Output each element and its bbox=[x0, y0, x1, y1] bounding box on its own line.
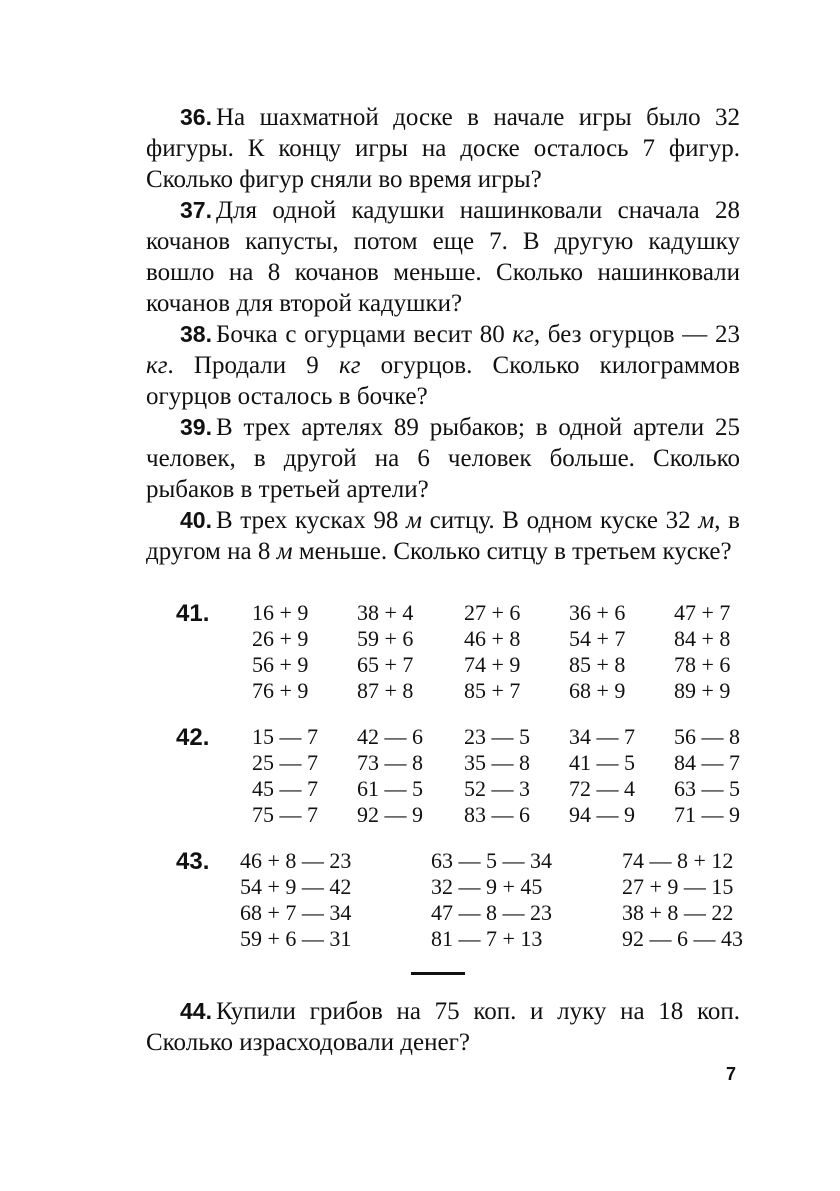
problem-37 bbox=[146, 195, 740, 319]
expression: 68 + 7 — 34 bbox=[240, 900, 352, 925]
exercise-number: 43. bbox=[176, 848, 210, 875]
expression: 27 + 9 — 15 bbox=[622, 874, 734, 899]
problem-text-part: огурцов. Сколько килограммов огурцов осталось в бочке? bbox=[146, 352, 740, 410]
expression: 56 — 8 bbox=[674, 724, 740, 749]
problem-text: Для одной кадушки нашинковали сначала 28 кочанов капусты, потом еще 7. В другую кадушку вошло на 8 кочанов меньше. Сколько нашинковали кочанов для второй кадушки? bbox=[146, 197, 740, 317]
problem-44 bbox=[146, 996, 740, 1058]
expression: 73 — 8 bbox=[357, 750, 423, 775]
expression: 54 + 9 — 42 bbox=[240, 874, 352, 899]
expression: 47 + 7 bbox=[674, 600, 731, 625]
expression: 47 — 8 — 23 bbox=[431, 900, 552, 925]
expression: 15 — 7 bbox=[252, 724, 318, 749]
expression: 52 — 3 bbox=[464, 776, 530, 801]
exercise-number: 41. bbox=[176, 600, 210, 627]
expression: 63 — 5 bbox=[674, 776, 740, 801]
expression: 71 — 9 bbox=[674, 802, 740, 827]
expression: 46 + 8 — 23 bbox=[240, 848, 352, 873]
word-problems bbox=[146, 102, 740, 567]
expression: 61 — 5 bbox=[357, 776, 423, 801]
expression: 74 + 9 bbox=[464, 652, 521, 677]
problem-38 bbox=[146, 319, 740, 412]
problem-text-part: , без огурцов — 23 bbox=[533, 321, 740, 348]
expression: 27 + 6 bbox=[464, 600, 521, 625]
expression: 59 + 6 bbox=[357, 626, 414, 651]
expression: 94 — 9 bbox=[569, 802, 635, 827]
expression: 42 — 6 bbox=[357, 724, 423, 749]
expression: 85 + 7 bbox=[464, 678, 521, 703]
expression: 68 + 9 bbox=[569, 678, 626, 703]
expression: 81 — 7 + 13 bbox=[431, 926, 543, 951]
expression: 26 + 9 bbox=[252, 626, 309, 651]
expression: 16 + 9 bbox=[252, 600, 309, 625]
problem-number: 38. bbox=[180, 321, 212, 347]
problem-text-part: ситцу. В одном куске 32 bbox=[421, 507, 699, 534]
problem-number: 37. bbox=[180, 197, 212, 223]
expression: 83 — 6 bbox=[464, 802, 530, 827]
problem-number: 44. bbox=[180, 998, 212, 1024]
expression: 92 — 9 bbox=[357, 802, 423, 827]
expression: 63 — 5 — 34 bbox=[431, 848, 552, 873]
problem-text: В трех артелях 89 рыбаков; в одной артели 25 человек, в другой на 6 человек больше. Сколько рыбаков в третьей артели? bbox=[146, 414, 740, 503]
expression: 32 — 9 + 45 bbox=[431, 874, 543, 899]
problem-36 bbox=[146, 102, 740, 195]
expression: 84 + 8 bbox=[674, 626, 731, 651]
unit: кг bbox=[146, 352, 168, 379]
unit: м bbox=[406, 507, 422, 534]
expression: 46 + 8 bbox=[464, 626, 521, 651]
problem-number: 39. bbox=[180, 414, 212, 440]
problem-number: 40. bbox=[180, 507, 212, 533]
expression: 76 + 9 bbox=[252, 678, 309, 703]
problem-text: На шахматной доске в начале игры было 32 фигуры. К концу игры на доске осталось 7 фигур. Сколько фигур сняли во время игры? bbox=[146, 104, 740, 193]
expression: 92 — 6 — 43 bbox=[622, 926, 743, 951]
expression: 87 + 8 bbox=[357, 678, 414, 703]
expression: 54 + 7 bbox=[569, 626, 626, 651]
problem-text-part: . Продали 9 bbox=[167, 352, 339, 379]
problem-text-part: меньше. Сколько ситцу в третьем куске? bbox=[292, 538, 732, 565]
page-number: 7 bbox=[726, 1064, 737, 1084]
expression: 65 + 7 bbox=[357, 652, 414, 677]
problem-number: 36. bbox=[180, 104, 212, 130]
expression: 72 — 4 bbox=[569, 776, 635, 801]
unit: м bbox=[276, 538, 293, 565]
expression: 23 — 5 bbox=[464, 724, 530, 749]
expression: 89 + 9 bbox=[674, 678, 731, 703]
expression: 35 — 8 bbox=[464, 750, 530, 775]
unit: кг bbox=[339, 352, 361, 379]
unit: кг bbox=[512, 321, 534, 348]
exercise-number: 42. bbox=[176, 724, 210, 751]
expression: 78 + 6 bbox=[674, 652, 731, 677]
expression: 85 + 8 bbox=[569, 652, 626, 677]
expression: 74 — 8 + 12 bbox=[622, 848, 734, 873]
problem-text-part: Бочка с огурцами весит 80 bbox=[215, 321, 513, 348]
expression: 36 + 6 bbox=[569, 600, 626, 625]
expression: 75 — 7 bbox=[252, 802, 318, 827]
expression: 59 + 6 — 31 bbox=[240, 926, 352, 951]
problem-text-part: , в другом на 8 bbox=[146, 507, 740, 565]
expression: 38 + 4 bbox=[357, 600, 414, 625]
expression: 41 — 5 bbox=[569, 750, 635, 775]
problem-39 bbox=[146, 412, 740, 505]
expression: 34 — 7 bbox=[569, 724, 635, 749]
problem-40 bbox=[146, 505, 740, 567]
expression: 84 — 7 bbox=[674, 750, 740, 775]
expression: 45 — 7 bbox=[252, 776, 318, 801]
problem-text-part: В трех кусках 98 bbox=[215, 507, 407, 534]
problem-text: Купили грибов на 75 коп. и луку на 18 коп. Сколько израсходовали денег? bbox=[146, 998, 740, 1056]
expression: 38 + 8 — 22 bbox=[622, 900, 734, 925]
unit: м bbox=[698, 507, 715, 534]
expression: 56 + 9 bbox=[252, 652, 309, 677]
section-divider bbox=[411, 972, 465, 975]
final-problem bbox=[146, 996, 740, 1058]
expression: 25 — 7 bbox=[252, 750, 318, 775]
